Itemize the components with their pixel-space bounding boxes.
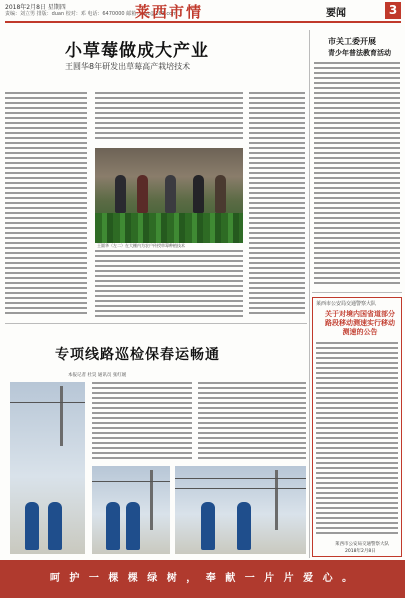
second-story-credit: 本报记者 杜昊 通讯员 张红媛	[68, 373, 127, 378]
line-inspection-photo-middle	[92, 466, 170, 554]
second-story-title: 专项线路巡检保春运畅通	[55, 347, 220, 363]
slogan-banner: 呵 护 一 棵 棵 绿 树 ， 奉 献 一 片 片 爱 心 。	[0, 560, 405, 598]
notice-issuer-heading: 莱西市公安局交通警察大队	[316, 301, 377, 307]
lead-story-title: 小草莓做成大产业	[65, 41, 209, 61]
section-name: 要闻	[326, 8, 346, 19]
right-divider	[312, 292, 402, 293]
issue-date: 2018年2月8日 星期四	[5, 4, 66, 11]
notice-signature-org: 莱西市公安局交通警察大队	[335, 542, 389, 547]
page-number: 3	[385, 2, 401, 19]
story-divider	[5, 323, 307, 324]
lead-photo-caption: 王圆华（左二）在大棚内为农户传授草莓种植技术	[97, 243, 185, 248]
lead-story-column-1	[5, 92, 87, 317]
second-story-column-1	[92, 382, 192, 462]
lead-story-column-3	[249, 92, 305, 317]
lead-story-column-2	[95, 92, 243, 142]
second-story-column-2	[198, 382, 306, 462]
lead-story	[5, 30, 305, 322]
notice-signature-date: 2018年2月8日	[345, 549, 376, 554]
lead-story-column-2b	[95, 250, 243, 317]
line-inspection-photo-right	[175, 466, 306, 554]
column-divider	[309, 30, 310, 558]
header-rule	[5, 21, 401, 23]
editor-credits: 责编：刘立男 排版：duan 校对：邓 电话：6470000 邮箱：abc@163.com	[5, 11, 178, 17]
notice-title: 关于对境内国省道部分路段移动测速实行移动测速的公告	[325, 310, 395, 336]
notice-text	[316, 342, 398, 534]
sidebar-story-text	[314, 62, 400, 287]
page-header	[0, 0, 405, 26]
strawberry-greenhouse-photo	[95, 148, 243, 243]
newspaper-name: 莱西市情	[135, 3, 204, 21]
line-inspection-photo-left	[10, 382, 85, 554]
lead-story-subtitle: 王圆华8年研发出草莓高产栽培技术	[65, 62, 191, 71]
sidebar-story-subtitle: 青少年普法教育活动	[328, 49, 391, 57]
sidebar-story-title: 市关工委开展	[328, 37, 376, 46]
